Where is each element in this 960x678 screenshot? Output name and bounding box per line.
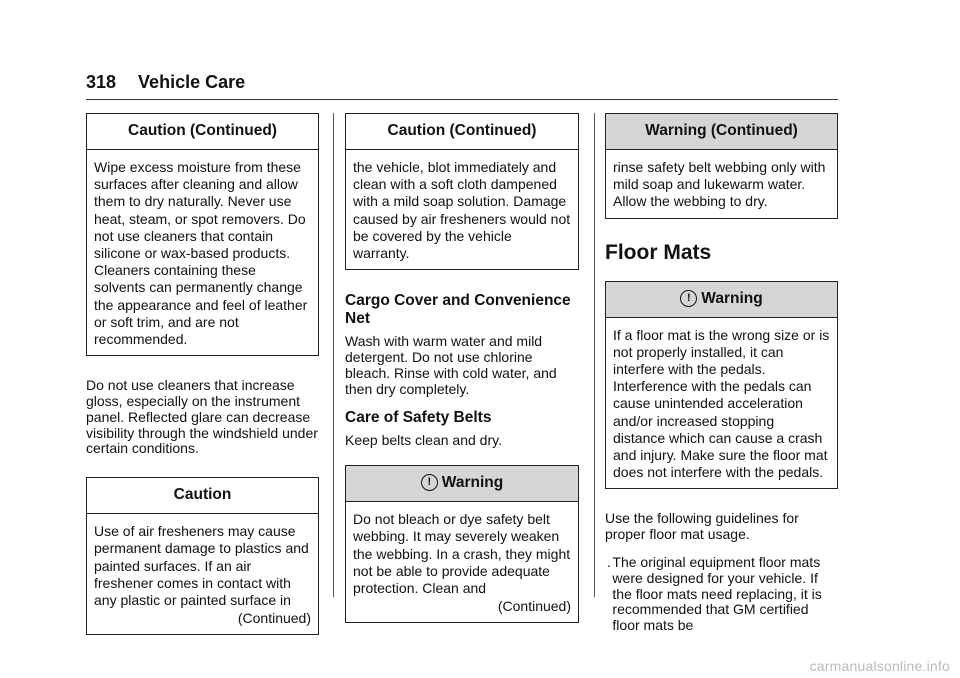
warning-box-body bbox=[346, 502, 578, 622]
caution-text: Use of air fresheners may cause permanent damage to plastics and painted surfaces. If an air freshener comes in contact with any plastic or painted surface in bbox=[94, 523, 309, 609]
column-2 bbox=[345, 113, 579, 645]
floor-mats-warning-title: Warning bbox=[701, 289, 763, 307]
warning-icon: ! bbox=[680, 290, 697, 307]
page-number: 318 bbox=[86, 72, 117, 92]
floor-mats-warning-title-bar bbox=[606, 282, 837, 318]
gloss-cleaner-paragraph: Do not use cleaners that increase gloss, especially on the instrument panel. Reflected glare can decrease visibility through the windshield under certain conditions. bbox=[86, 377, 318, 457]
bullet-marker: . bbox=[607, 554, 611, 571]
warning-icon: ! bbox=[421, 474, 438, 491]
caution-continued-text: Wipe excess moisture from these surfaces after cleaning and allow them to dry naturally. Never use heat, steam, or spot removers. Do not use cleaners that contain silicone or wax-based products. Cleaners containing these solvents can permanently change the appearance and feel of leather or soft trim, and are not recommended. bbox=[94, 159, 308, 348]
caution-continued-box bbox=[86, 113, 319, 356]
warning-continued-title: Warning (Continued) bbox=[606, 114, 837, 150]
caution-title: Caution bbox=[87, 478, 318, 514]
warning-text: Do not bleach or dye safety belt webbing. It may severely weaken the webbing. In a crash, they might not be able to provide adequate protection. Clean and bbox=[353, 511, 571, 597]
bullet-text: The original equipment floor mats were designed for your vehicle. If the floor mats need replacing, it is recommended that GM certified floor mats be bbox=[612, 554, 822, 634]
floor-mats-bullet-1 bbox=[605, 555, 838, 634]
floor-mats-heading: Floor Mats bbox=[605, 240, 712, 264]
floor-mats-warning-text: If a floor mat is the wrong size or is not properly installed, it can interfere with the pedals. Interference with the pedals can cause unintended acceleration and/or increased stopping distance which can cause a crash and injury. Make sure the floor mat does not interfere with the pedals. bbox=[613, 326, 830, 481]
caution-continued-title: Caution (Continued) bbox=[87, 114, 318, 150]
safety-belts-text: Keep belts clean and dry. bbox=[345, 432, 502, 449]
caution-continued-text-2: the vehicle, blot immediately and clean with a soft cloth dampened with a mild soap solution. Damage caused by air fresheners would not be covered by the vehicle warranty. bbox=[353, 159, 571, 262]
warning-title-bar bbox=[346, 466, 578, 502]
column-divider-1 bbox=[333, 113, 334, 597]
column-3 bbox=[605, 113, 838, 634]
cargo-cover-heading: Cargo Cover and Convenience Net bbox=[345, 292, 571, 328]
caution-continued-label: (Continued) bbox=[237, 610, 311, 627]
safety-belts-heading: Care of Safety Belts bbox=[345, 409, 492, 427]
warning-continued-label: (Continued) bbox=[497, 598, 571, 615]
caution-box-body bbox=[87, 514, 318, 634]
page-section-title: Vehicle Care bbox=[138, 72, 246, 92]
cargo-cover-text: Wash with warm water and mild detergent. Do not use chlorine bleach. Rinse with cold water, and then dry completely. bbox=[345, 333, 557, 397]
column-divider-2 bbox=[594, 113, 595, 597]
caution-continued-title-2: Caution (Continued) bbox=[346, 114, 578, 150]
header-rule bbox=[86, 99, 838, 100]
column-1 bbox=[86, 113, 319, 657]
warning-title: Warning bbox=[441, 474, 504, 492]
floor-mats-warning-box bbox=[605, 281, 838, 490]
floor-mats-intro: Use the following guidelines for proper floor mat usage. bbox=[605, 510, 799, 543]
caution-box bbox=[86, 477, 319, 635]
warning-continued-box bbox=[605, 113, 838, 219]
warning-continued-text: rinse safety belt webbing only with mild soap and lukewarm water. Allow the webbing to dry. bbox=[613, 159, 826, 210]
page-header bbox=[86, 72, 245, 93]
watermark: carmanualsonline.info bbox=[809, 658, 950, 674]
caution-continued-box-2 bbox=[345, 113, 579, 270]
warning-box bbox=[345, 465, 579, 623]
